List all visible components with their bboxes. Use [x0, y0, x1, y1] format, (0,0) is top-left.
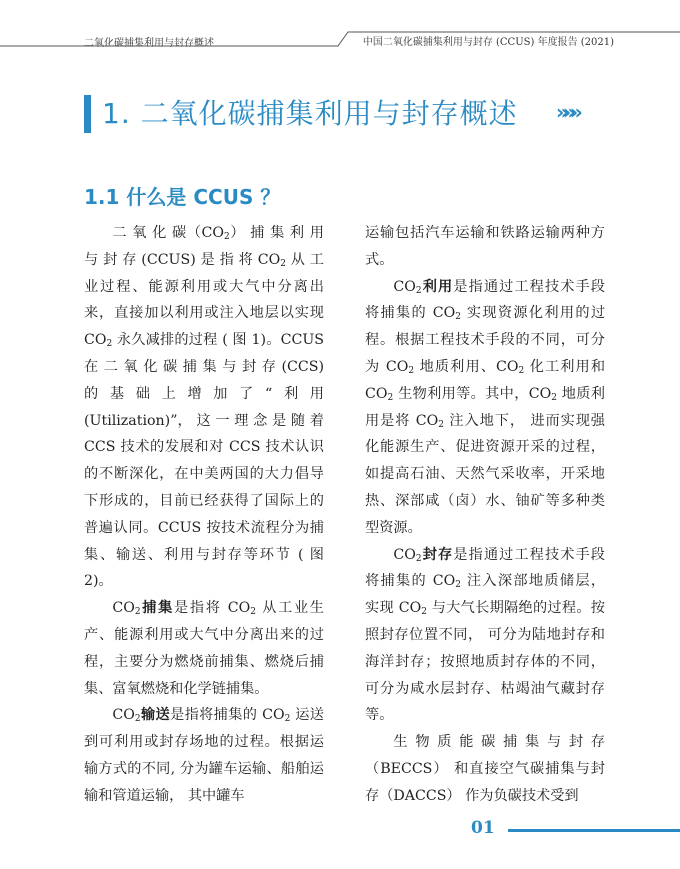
- paragraph-capture: $CO_2$捕集是指将 $CO_2$ 从工业生产、能源利用或大气中分离出来的过程，主要分为燃烧前捕集、燃烧后捕集、富氧燃烧和化学链捕集。: [84, 600, 324, 697]
- page-number: 01: [471, 818, 495, 838]
- running-header-right: 中国二氧化碳捕集利用与封存 (CCUS) 年度报告 (2021): [362, 37, 614, 48]
- paragraph-utilization: $CO_2$利用是指通过工程技术手段将捕集的 $CO_2$ 实现资源化利用的过程。根据工程技术手段的不同，可分为 $CO_2$ 地质利用、$CO_2$ 化工利用和 $CO_2$ 生物利用等。其中，$CO_2$ 地质利用是将 $CO_2$ 注入地下， 进而实现强化能源生产、促进资源开采的过程，如提高石油、天然气采收率，开采地热、深部咸（卤）水、铀矿等多种类型资源。: [365, 278, 606, 536]
- paragraph-beccs: 生 物 质 能 碳 捕 集 与 封 存 （BECCS） 和直接空气碳捕集与封存（DACCS） 作为负碳技术受到: [365, 734, 605, 804]
- footer-rule: [508, 829, 680, 832]
- paragraph-transport-continued: 运输包括汽车运输和铁路运输两种方式。: [365, 225, 605, 268]
- header-rule: [0, 28, 680, 48]
- section-title: 1.1 什么是 CCUS ？: [84, 185, 281, 209]
- chapter-title: 1. 二氧化碳捕集利用与封存概述: [102, 97, 518, 130]
- text-column-left: [84, 220, 324, 810]
- chapter-accent-bar: [84, 95, 91, 133]
- paragraph-intro: 二 氧 化 碳$(CO_2)$ 捕 集 利 用 与 封 存 (CCUS) 是 指 将 $CO_2$ 从 工 业过程、能源利用或大气中分离出来，直接加以利用或注入地层以实现 $CO_2$ 永久减排的过程 ( 图 1)。CCUS 在 二 氧 化 碳 捕 集 与 封 存 (CCS) 的基础上增加了“利用 (Utilization)”， 这 一 理 念 是 随 着 CCS 技术的发展和对 CCS 技术认识的不断深化，在中美两国的大力倡导下形成的，目前已经获得了国际上的普遍认同。CCUS 按技术流程分为捕集、输送、利用与封存等环节 ( 图 2)。: [84, 225, 324, 590]
- running-header-left: 二氧化碳捕集利用与封存概述: [84, 38, 214, 49]
- chevron-right-icon: »»»: [556, 100, 577, 124]
- paragraph-storage: $CO_2$封存是指通过工程技术手段将捕集的 $CO_2$ 注入深部地质储层， 实现 $CO_2$ 与大气长期隔绝的过程。按照封存位置不同， 可分为陆地封存和海洋封存；按照地质封存体的不同，可分为咸水层封存、枯竭油气藏封存等。: [365, 546, 606, 724]
- text-column-right: [365, 220, 605, 810]
- paragraph-transport: $CO_2$输送是指将捕集的 $CO_2$ 运送到可利用或封存场地的过程。根据运输方式的不同, 分为罐车运输、船舶运输和管道运输， 其中罐车: [84, 707, 324, 804]
